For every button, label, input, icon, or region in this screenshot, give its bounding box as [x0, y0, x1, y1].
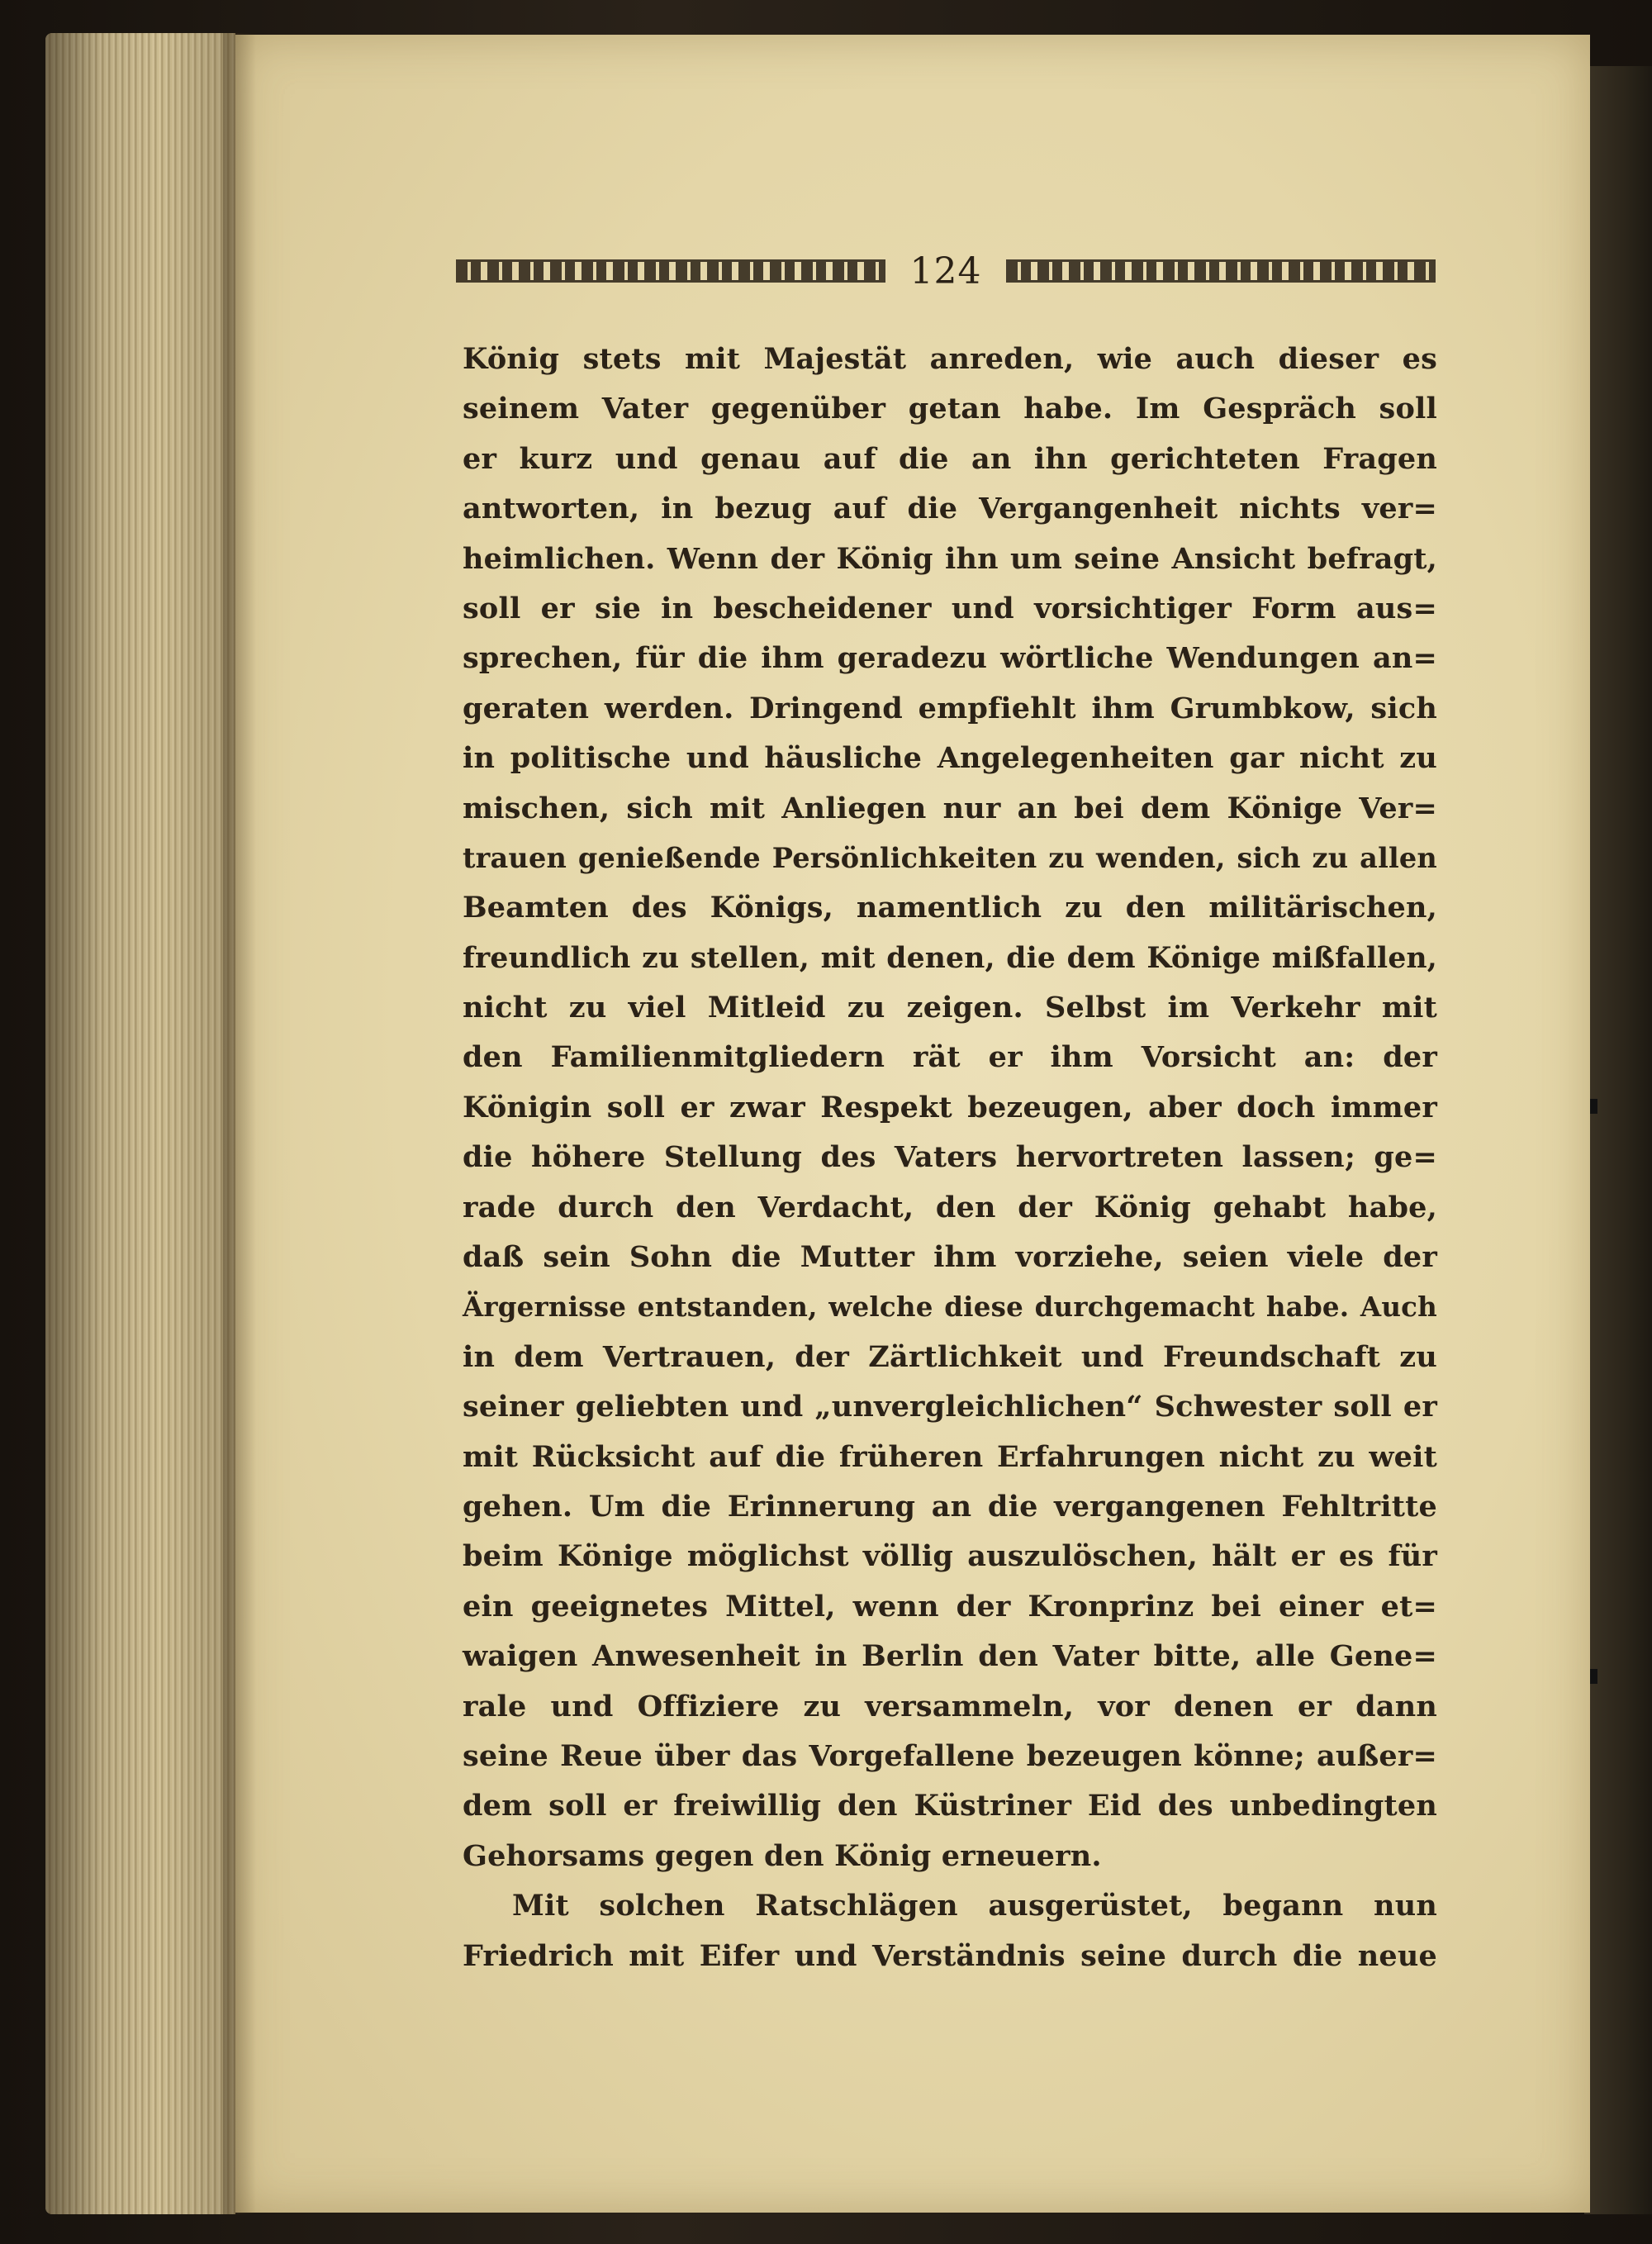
- text-line: in dem Vertrauen, der Zärtlichkeit und Freundschaft zu: [463, 1339, 1437, 1374]
- text-line: rale und Offiziere zu versammeln, vor denen er dann: [463, 1689, 1437, 1723]
- text-line: in politische und häusliche Angelegenheiten gar nicht zu: [463, 741, 1437, 776]
- text-line: König stets mit Majestät anreden, wie auch dieser es: [463, 342, 1437, 376]
- text-line: ein geeignetes Mittel, wenn der Kronprinz bei einer et=: [463, 1589, 1437, 1624]
- text-line: daß sein Sohn die Mutter ihm vorziehe, seien viele der: [463, 1240, 1437, 1275]
- right-cover-edge: [1584, 66, 1652, 2214]
- text-line: rade durch den Verdacht, den der König gehabt habe,: [463, 1190, 1437, 1224]
- body-text: [463, 335, 1437, 1981]
- text-line: geraten werden. Dringend empfiehlt ihm Grumbkow, sich: [463, 691, 1437, 725]
- text-line: Königin soll er zwar Respekt bezeugen, aber doch immer: [463, 1090, 1437, 1124]
- text-line: dem soll er freiwillig den Küstriner Eid des unbedingten: [463, 1789, 1437, 1823]
- running-head: [450, 248, 1441, 294]
- text-line: beim Könige möglichst völlig auszulöschen, hält er es für: [463, 1539, 1437, 1574]
- page-edges-shade: [45, 33, 235, 2214]
- text-line: mit Rücksicht auf die früheren Erfahrungen nicht zu weit: [463, 1439, 1437, 1474]
- ornament-left: [456, 259, 885, 283]
- text-line: mischen, sich mit Anliegen nur an bei dem Könige Ver=: [463, 791, 1437, 825]
- page-number: 124: [909, 250, 982, 292]
- ornament-right: [1006, 259, 1436, 283]
- text-line: nicht zu viel Mitleid zu zeigen. Selbst im Verkehr mit: [463, 991, 1437, 1025]
- text-line: trauen genießende Persönlichkeiten zu wenden, sich zu allen: [463, 841, 1437, 874]
- text-line: den Familienmitgliedern rät er ihm Vorsicht an: der: [463, 1040, 1437, 1075]
- text-line: sprechen, für die ihm geradezu wörtliche Wendungen an=: [463, 641, 1437, 676]
- text-line: Friedrich mit Eifer und Verständnis seine durch die neue: [463, 1938, 1437, 1973]
- text-line: Beamten des Königs, namentlich zu den militärischen,: [463, 891, 1437, 925]
- text-line: seiner geliebten und „unvergleichlichen“ Schwester soll er: [463, 1390, 1437, 1424]
- text-line: heimlichen. Wenn der König ihn um seine Ansicht befragt,: [463, 541, 1437, 576]
- text-line: freundlich zu stellen, mit denen, die dem Könige mißfallen,: [463, 941, 1437, 975]
- spine-shadow: [223, 33, 256, 2214]
- text-line: Ärgernisse entstanden, welche diese durchgemacht habe. Auch: [463, 1291, 1437, 1324]
- text-line: er kurz und genau auf die an ihn gerichteten Fragen: [463, 441, 1437, 476]
- text-line: Mit solchen Ratschlägen ausgerüstet, begann nun: [512, 1889, 1437, 1923]
- text-line: soll er sie in bescheidener und vorsichtiger Form aus=: [463, 591, 1437, 625]
- text-line: die höhere Stellung des Vaters hervortreten lassen; ge=: [463, 1140, 1437, 1175]
- text-line: seinem Vater gegenüber getan habe. Im Gespräch soll: [463, 392, 1437, 426]
- text-line: Gehorsams gegen den König erneuern.: [463, 1838, 1102, 1873]
- text-line: gehen. Um die Erinnerung an die vergangenen Fehltritte: [463, 1489, 1437, 1524]
- text-line: antworten, in bezug auf die Vergangenheit nichts ver=: [463, 492, 1437, 526]
- text-line: waigen Anwesenheit in Berlin den Vater bitte, alle Gene=: [463, 1639, 1437, 1674]
- text-line: seine Reue über das Vorgefallene bezeugen könne; außer=: [463, 1738, 1437, 1773]
